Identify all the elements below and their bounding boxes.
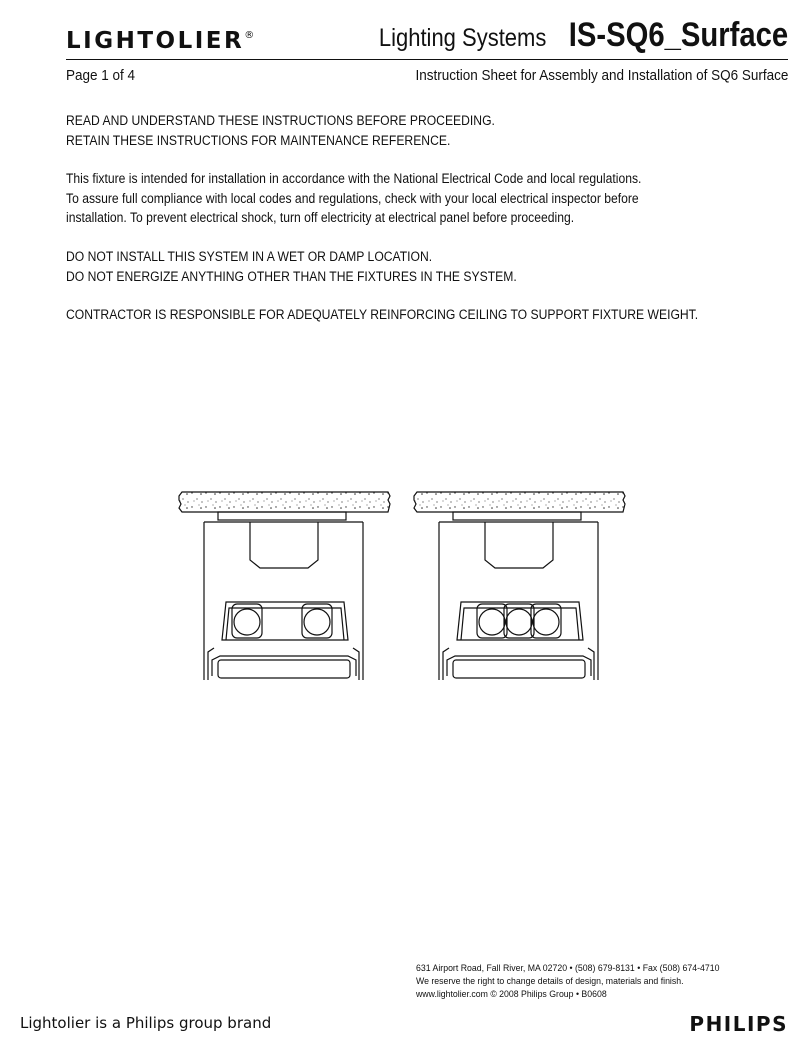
driver-box [250, 522, 318, 568]
instruction-paragraph [66, 169, 766, 228]
brand-logo [66, 28, 254, 54]
brand-name: LIGHTOLIER [66, 28, 245, 54]
page-number: Page 1 of 4 [66, 67, 136, 84]
header-rule [66, 59, 788, 60]
paragraph-line: installation. To prevent electrical shock, turn off electricity at electrical panel before proceeding. [66, 210, 575, 225]
document-heading [356, 16, 788, 55]
lamp [479, 609, 505, 635]
registered-mark: ® [244, 30, 255, 41]
lamp [234, 609, 260, 635]
contact-line: We reserve the right to change details of design, materials and finish. [416, 976, 684, 987]
mounting-plate [218, 512, 346, 520]
footer-contact [416, 962, 746, 1001]
paragraph-line: READ AND UNDERSTAND THESE INSTRUCTIONS BEFORE PROCEEDING. [66, 113, 495, 128]
instruction-paragraph [66, 305, 766, 325]
rail-clips [443, 648, 594, 680]
rail-clips [208, 648, 359, 680]
fixture-illustration [176, 490, 636, 710]
paragraph-line: DO NOT ENERGIZE ANYTHING OTHER THAN THE FIXTURES IN THE SYSTEM. [66, 268, 517, 284]
contact-line: 631 Airport Road, Fall River, MA 02720 • (508) 679-8131 • Fax (508) 674-4710 [416, 963, 720, 974]
brand-tagline: Lightolier is a Philips group brand [20, 1014, 272, 1032]
diffuser-lens [453, 660, 585, 678]
sheet-title: Instruction Sheet for Assembly and Installation of SQ6 Surface [415, 67, 788, 84]
paragraph-line: CONTRACTOR IS RESPONSIBLE FOR ADEQUATELY REINFORCING CEILING TO SUPPORT FIXTURE WEIGHT. [66, 307, 699, 322]
paragraph-line: To assure full compliance with local codes and regulations, check with your local electrical inspector before [66, 190, 639, 206]
systems-label: Lighting Systems [378, 24, 547, 52]
paragraph-line: RETAIN THESE INSTRUCTIONS FOR MAINTENANCE REFERENCE. [66, 132, 451, 148]
lamp [304, 609, 330, 635]
lens-frame [212, 656, 356, 676]
ceiling-slab [179, 492, 390, 512]
fixture-section [414, 492, 625, 680]
document-code: IS-SQ6_Surface [568, 16, 788, 54]
paragraph-line: DO NOT INSTALL THIS SYSTEM IN A WET OR DAMP LOCATION. [66, 249, 433, 264]
lamp [506, 609, 532, 635]
lamp [533, 609, 559, 635]
philips-logo: PHILIPS [689, 1012, 788, 1036]
ceiling-slab [414, 492, 625, 512]
lens-frame [447, 656, 591, 676]
paragraph-line: This fixture is intended for installation in accordance with the National Electrical Code and local regulations. [66, 171, 642, 186]
instruction-paragraph [66, 111, 766, 150]
mounting-plate [453, 512, 581, 520]
driver-box [485, 522, 553, 568]
instruction-paragraph [66, 247, 766, 286]
contact-line: www.lightolier.com © 2008 Philips Group • B0608 [416, 989, 607, 1000]
diffuser-lens [218, 660, 350, 678]
fixture-section [179, 492, 390, 680]
